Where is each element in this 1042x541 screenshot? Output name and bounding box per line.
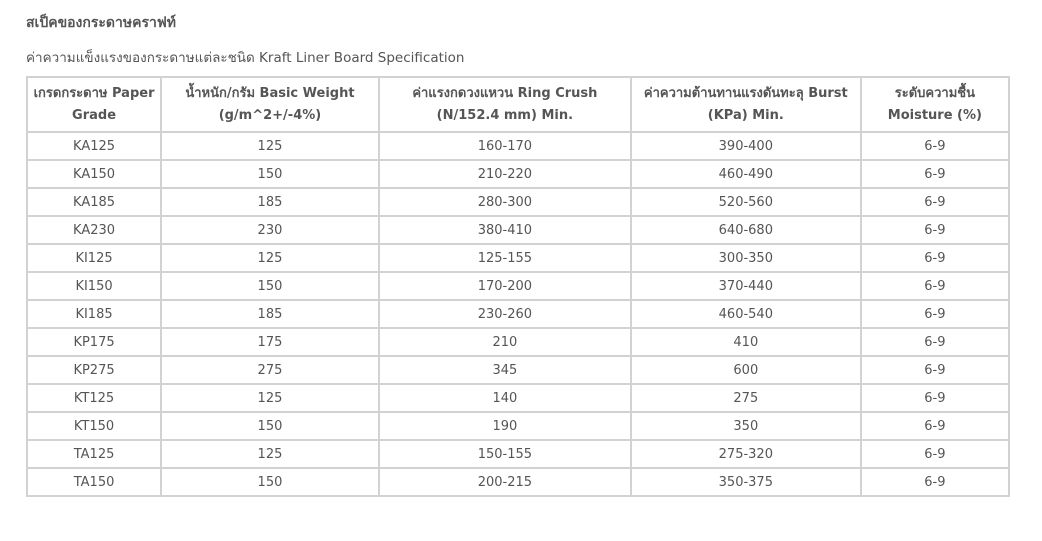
- cell-moisture: 6-9: [861, 384, 1009, 412]
- cell-basic-weight: 185: [161, 300, 379, 328]
- cell-moisture: 6-9: [861, 356, 1009, 384]
- header-burst: ค่าความต้านทานแรงดันทะลุ Burst (KPa) Min.: [631, 77, 861, 132]
- cell-burst: 350: [631, 412, 861, 440]
- cell-ring-crush: 150-155: [379, 440, 631, 468]
- cell-ring-crush: 200-215: [379, 468, 631, 496]
- table-row: [27, 300, 1009, 328]
- cell-paper-grade: KA230: [27, 216, 161, 244]
- cell-basic-weight: 150: [161, 160, 379, 188]
- cell-ring-crush: 140: [379, 384, 631, 412]
- cell-ring-crush: 190: [379, 412, 631, 440]
- table-row: [27, 356, 1009, 384]
- cell-ring-crush: 170-200: [379, 272, 631, 300]
- cell-burst: 275-320: [631, 440, 861, 468]
- cell-ring-crush: 345: [379, 356, 631, 384]
- cell-moisture: 6-9: [861, 216, 1009, 244]
- cell-basic-weight: 125: [161, 244, 379, 272]
- cell-paper-grade: KA185: [27, 188, 161, 216]
- cell-paper-grade: KT125: [27, 384, 161, 412]
- cell-burst: 275: [631, 384, 861, 412]
- spec-table: [26, 76, 1010, 497]
- cell-paper-grade: TA150: [27, 468, 161, 496]
- cell-paper-grade: KT150: [27, 412, 161, 440]
- cell-burst: 460-540: [631, 300, 861, 328]
- cell-ring-crush: 210-220: [379, 160, 631, 188]
- cell-paper-grade: KI185: [27, 300, 161, 328]
- cell-basic-weight: 230: [161, 216, 379, 244]
- cell-moisture: 6-9: [861, 468, 1009, 496]
- table-row: [27, 272, 1009, 300]
- table-row: [27, 384, 1009, 412]
- cell-paper-grade: KP275: [27, 356, 161, 384]
- cell-moisture: 6-9: [861, 132, 1009, 160]
- page-subtitle: ค่าความแข็งแรงของกระดาษแต่ละชนิด Kraft Liner Board Specification: [26, 50, 465, 66]
- table-row: [27, 440, 1009, 468]
- table-row: [27, 216, 1009, 244]
- cell-burst: 350-375: [631, 468, 861, 496]
- table-row: [27, 328, 1009, 356]
- cell-basic-weight: 125: [161, 132, 379, 160]
- cell-ring-crush: 380-410: [379, 216, 631, 244]
- table-body: [27, 132, 1009, 496]
- cell-moisture: 6-9: [861, 188, 1009, 216]
- cell-basic-weight: 150: [161, 468, 379, 496]
- cell-paper-grade: KI125: [27, 244, 161, 272]
- table-row: [27, 412, 1009, 440]
- cell-ring-crush: 280-300: [379, 188, 631, 216]
- cell-moisture: 6-9: [861, 300, 1009, 328]
- header-ring-crush: ค่าแรงกดวงแหวน Ring Crush (N/152.4 mm) Min.: [379, 77, 631, 132]
- cell-burst: 300-350: [631, 244, 861, 272]
- cell-burst: 410: [631, 328, 861, 356]
- cell-moisture: 6-9: [861, 440, 1009, 468]
- cell-paper-grade: KA125: [27, 132, 161, 160]
- cell-burst: 520-560: [631, 188, 861, 216]
- cell-moisture: 6-9: [861, 328, 1009, 356]
- cell-paper-grade: KA150: [27, 160, 161, 188]
- cell-moisture: 6-9: [861, 412, 1009, 440]
- cell-paper-grade: TA125: [27, 440, 161, 468]
- cell-burst: 640-680: [631, 216, 861, 244]
- cell-ring-crush: 210: [379, 328, 631, 356]
- cell-burst: 600: [631, 356, 861, 384]
- page-title: สเป็คของกระดาษคราฟท์: [26, 15, 176, 31]
- header-paper-grade: เกรดกระดาษ Paper Grade: [27, 77, 161, 132]
- table-row: [27, 468, 1009, 496]
- cell-basic-weight: 275: [161, 356, 379, 384]
- cell-ring-crush: 230-260: [379, 300, 631, 328]
- cell-moisture: 6-9: [861, 272, 1009, 300]
- cell-burst: 370-440: [631, 272, 861, 300]
- header-basic-weight: น้ำหนัก/กรัม Basic Weight (g/m^2+/-4%): [161, 77, 379, 132]
- cell-burst: 390-400: [631, 132, 861, 160]
- cell-basic-weight: 125: [161, 440, 379, 468]
- cell-moisture: 6-9: [861, 160, 1009, 188]
- cell-paper-grade: KI150: [27, 272, 161, 300]
- header-moisture: ระดับความชื้น Moisture (%): [861, 77, 1009, 132]
- table-header-row: [27, 77, 1009, 132]
- cell-moisture: 6-9: [861, 244, 1009, 272]
- table-header: [27, 77, 1009, 132]
- cell-ring-crush: 125-155: [379, 244, 631, 272]
- cell-paper-grade: KP175: [27, 328, 161, 356]
- table-row: [27, 132, 1009, 160]
- cell-basic-weight: 150: [161, 272, 379, 300]
- cell-burst: 460-490: [631, 160, 861, 188]
- table-row: [27, 188, 1009, 216]
- cell-basic-weight: 185: [161, 188, 379, 216]
- table-row: [27, 244, 1009, 272]
- cell-basic-weight: 175: [161, 328, 379, 356]
- cell-basic-weight: 150: [161, 412, 379, 440]
- cell-ring-crush: 160-170: [379, 132, 631, 160]
- table-row: [27, 160, 1009, 188]
- cell-basic-weight: 125: [161, 384, 379, 412]
